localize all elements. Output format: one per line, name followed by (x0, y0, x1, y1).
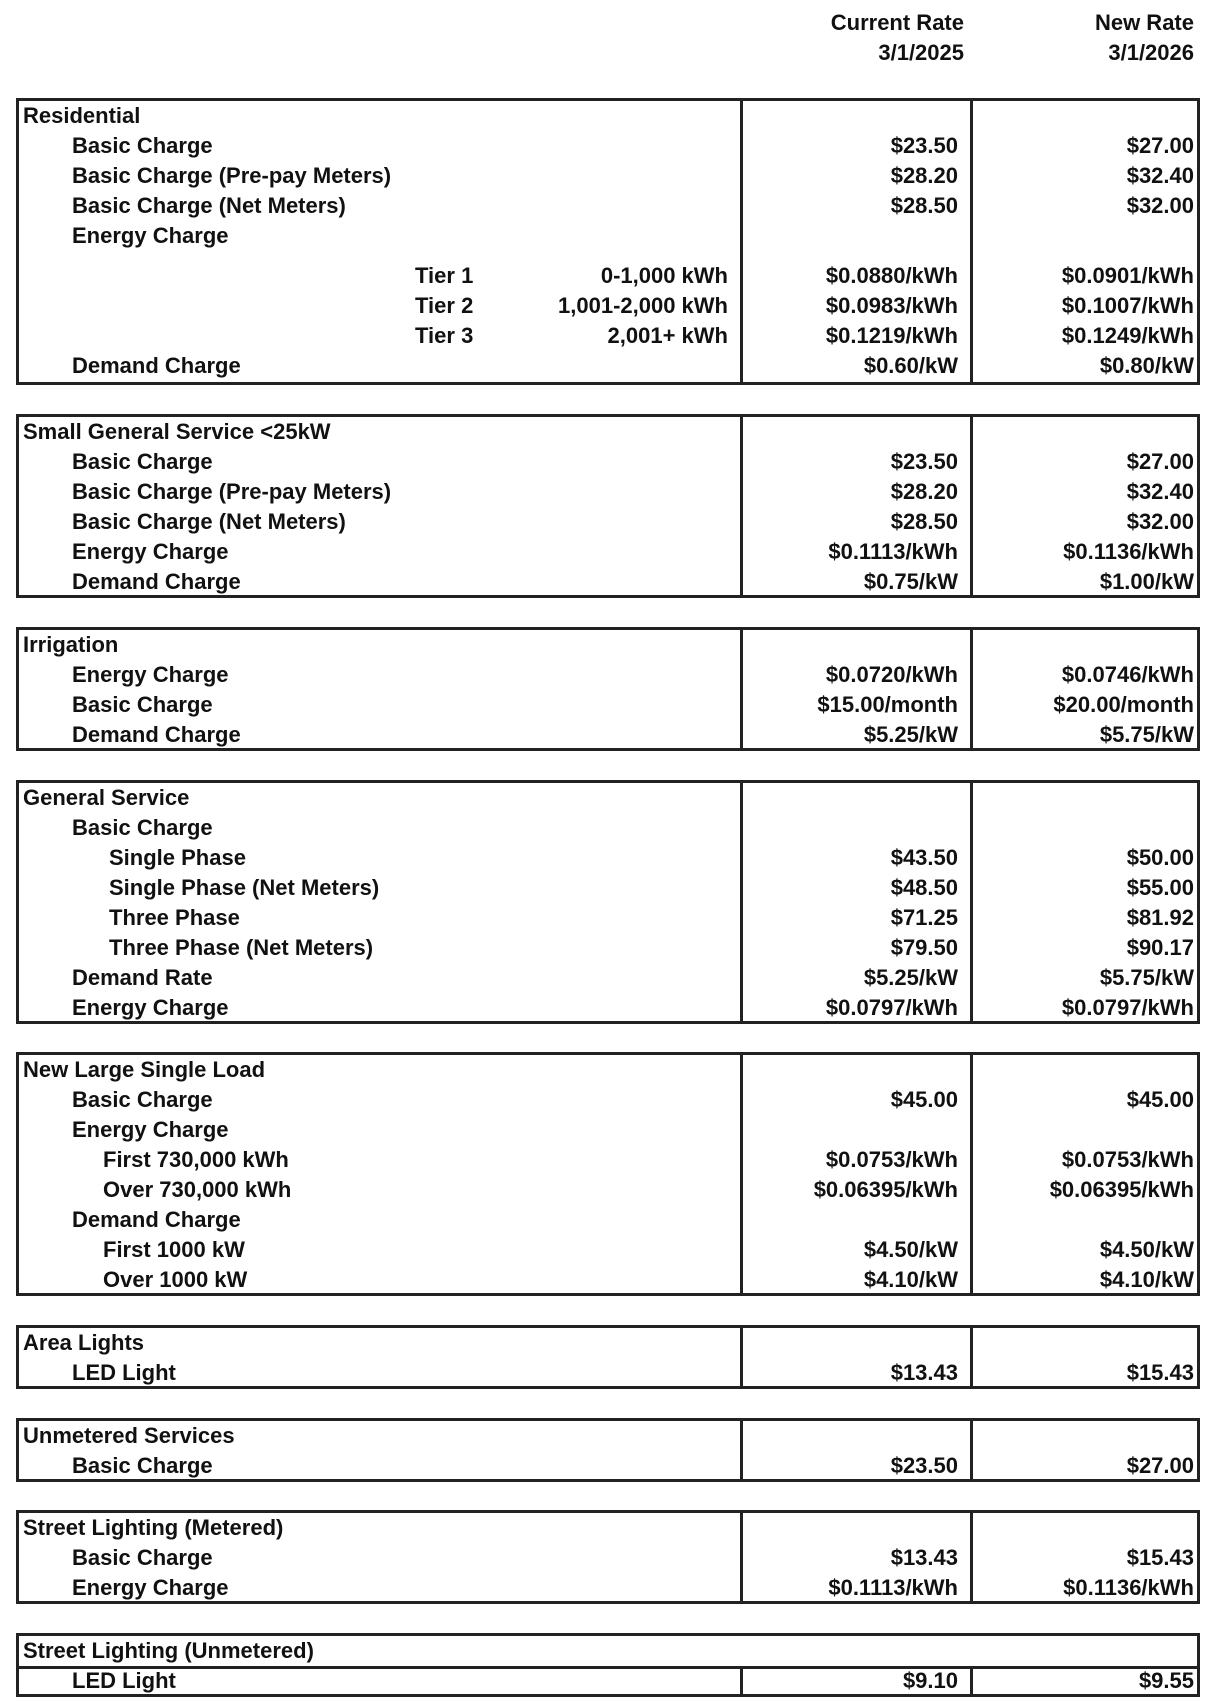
rate-label: Basic Charge (72, 449, 213, 474)
section-title-row (19, 783, 1197, 813)
new-rate-value: $15.43 (1126, 1360, 1194, 1385)
current-rate-value: $0.75/kW (863, 569, 958, 594)
current-rate-title: Current Rate (830, 10, 964, 35)
section-street-lighting-metered (16, 1510, 1200, 1604)
rate-label: Demand Charge (72, 722, 241, 747)
tier-row (19, 321, 1197, 351)
rate-label: Energy Charge (72, 995, 229, 1020)
new-rate-value: $20.00/month (1053, 692, 1194, 717)
new-rate-value: $32.40 (1126, 479, 1194, 504)
rate-label: Energy Charge (72, 1117, 229, 1142)
rate-row (19, 1573, 1197, 1603)
section-title: New Large Single Load (23, 1057, 266, 1082)
section-title-row (19, 1055, 1197, 1085)
section-title: Unmetered Services (23, 1423, 235, 1448)
current-rate-value: $0.06395/kWh (813, 1177, 958, 1202)
current-rate-header (724, 8, 964, 68)
rate-row (19, 1205, 1197, 1235)
rate-label: Basic Charge (72, 133, 213, 158)
new-rate-value: $55.00 (1126, 875, 1194, 900)
rate-row (19, 131, 1197, 161)
new-rate-value: $9.55 (1138, 1668, 1194, 1693)
rate-label: First 1000 kW (103, 1237, 245, 1262)
current-rate-value: $79.50 (890, 935, 958, 960)
new-rate-value: $0.0746/kWh (1061, 662, 1194, 687)
rate-subrow (19, 1265, 1197, 1295)
new-rate-value: $0.06395/kWh (1049, 1177, 1194, 1202)
section-title-row (19, 1421, 1197, 1451)
rate-row (19, 1085, 1197, 1115)
rate-label: Over 1000 kW (103, 1267, 248, 1292)
rate-label: Basic Charge (Pre-pay Meters) (72, 163, 392, 188)
rate-label: Basic Charge (Net Meters) (72, 193, 346, 218)
new-rate-title: New Rate (1094, 10, 1194, 35)
rate-row (19, 1666, 1197, 1696)
rate-row (19, 537, 1197, 567)
current-rate-value: $5.25/kW (863, 722, 958, 747)
current-rate-value: $23.50 (890, 1453, 958, 1478)
rate-row (19, 447, 1197, 477)
tier-row (19, 261, 1197, 291)
rate-label: Three Phase (Net Meters) (109, 935, 374, 960)
current-rate-value: $15.00/month (817, 692, 958, 717)
section-title-row (19, 417, 1197, 447)
current-rate-value: $45.00 (890, 1087, 958, 1112)
rate-label: Basic Charge (72, 1545, 213, 1570)
tier-range: 0-1,000 kWh (600, 263, 728, 288)
new-rate-header (954, 8, 1194, 68)
tier-label: Tier 2 (415, 293, 474, 318)
new-rate-value: $1.00/kW (1099, 569, 1194, 594)
tier-label: Tier 3 (415, 323, 474, 348)
section-title: Small General Service <25kW (23, 419, 331, 444)
rate-row (19, 1543, 1197, 1573)
current-rate-value: $0.0880/kWh (825, 263, 958, 288)
rate-label: Demand Charge (72, 569, 241, 594)
current-rate-value: $28.20 (890, 163, 958, 188)
rate-row (19, 963, 1197, 993)
rate-label: Energy Charge (72, 539, 229, 564)
section-unmetered-services (16, 1418, 1200, 1482)
tier-range: 1,001-2,000 kWh (558, 293, 728, 318)
rate-row (19, 1451, 1197, 1481)
rate-row (19, 191, 1197, 221)
section-title-row (19, 630, 1197, 660)
new-rate-value: $32.00 (1126, 509, 1194, 534)
tier-label: Tier 1 (415, 263, 474, 288)
rate-label: Single Phase (Net Meters) (109, 875, 380, 900)
rate-label: Single Phase (109, 845, 246, 870)
rate-label: Basic Charge (72, 1087, 213, 1112)
section-title: General Service (23, 785, 190, 810)
current-rate-value: $0.0797/kWh (825, 995, 958, 1020)
rate-label: Energy Charge (72, 1575, 229, 1600)
rate-row (19, 660, 1197, 690)
new-rate-value: $0.1136/kWh (1063, 539, 1194, 564)
rate-label: Basic Charge (72, 815, 213, 840)
rate-label: Three Phase (109, 905, 240, 930)
section-title-row (19, 1636, 1197, 1666)
section-general-service (16, 780, 1200, 1024)
new-rate-value: $0.1007/kWh (1061, 293, 1194, 318)
current-rate-date: 3/1/2025 (878, 40, 964, 65)
current-rate-value: $48.50 (890, 875, 958, 900)
section-street-lighting-unmetered (16, 1633, 1200, 1697)
current-rate-value: $0.1113/kWh (828, 539, 958, 564)
current-rate-value: $0.0753/kWh (825, 1147, 958, 1172)
current-rate-value: $0.60/kW (863, 353, 958, 378)
rate-label: Energy Charge (72, 223, 229, 248)
rate-label: Basic Charge (Net Meters) (72, 509, 346, 534)
new-rate-date: 3/1/2026 (1108, 40, 1194, 65)
current-rate-value: $43.50 (890, 845, 958, 870)
current-rate-value: $0.1219/kWh (825, 323, 958, 348)
current-rate-value: $0.0983/kWh (825, 293, 958, 318)
rate-label: Basic Charge (72, 1453, 213, 1478)
new-rate-value: $5.75/kW (1099, 965, 1194, 990)
section-residential (16, 98, 1200, 385)
new-rate-value: $0.0753/kWh (1061, 1147, 1194, 1172)
new-rate-value: $90.17 (1126, 935, 1194, 960)
current-rate-value: $28.20 (890, 479, 958, 504)
new-rate-value: $45.00 (1126, 1087, 1194, 1112)
rate-label: LED Light (72, 1668, 176, 1693)
section-irrigation (16, 627, 1200, 751)
rate-subrow (19, 1145, 1197, 1175)
rate-label: LED Light (72, 1360, 176, 1385)
rate-row (19, 477, 1197, 507)
rate-row (19, 1358, 1197, 1388)
rate-row (19, 507, 1197, 537)
current-rate-value: $0.0720/kWh (825, 662, 958, 687)
rate-label: Over 730,000 kWh (103, 1177, 292, 1202)
rate-label: Demand Charge (72, 353, 241, 378)
rate-row (19, 813, 1197, 843)
section-title-row (19, 1328, 1197, 1358)
current-rate-value: $23.50 (890, 133, 958, 158)
section-small-general-service (16, 414, 1200, 598)
rate-row (19, 221, 1197, 261)
section-title: Street Lighting (Unmetered) (23, 1638, 314, 1663)
new-rate-value: $0.80/kW (1099, 353, 1194, 378)
tier-row (19, 291, 1197, 321)
section-title: Street Lighting (Metered) (23, 1515, 284, 1540)
section-title-row (19, 1513, 1197, 1543)
current-rate-value: $23.50 (890, 449, 958, 474)
rate-subrow (19, 1175, 1197, 1205)
current-rate-value: $0.1113/kWh (828, 1575, 958, 1600)
new-rate-value: $0.0797/kWh (1061, 995, 1194, 1020)
new-rate-value: $4.10/kW (1099, 1267, 1194, 1292)
current-rate-value: $13.43 (890, 1360, 958, 1385)
current-rate-value: $9.10 (902, 1668, 958, 1693)
rate-subrow (19, 933, 1197, 963)
new-rate-value: $5.75/kW (1099, 722, 1194, 747)
new-rate-value: $32.00 (1126, 193, 1194, 218)
current-rate-value: $5.25/kW (863, 965, 958, 990)
section-title-row (19, 101, 1197, 131)
section-title: Area Lights (23, 1330, 145, 1355)
rate-label: Demand Charge (72, 1207, 241, 1232)
section-area-lights (16, 1325, 1200, 1389)
rate-subrow (19, 1235, 1197, 1265)
rate-row (19, 351, 1197, 381)
new-rate-value: $27.00 (1126, 133, 1194, 158)
section-title: Irrigation (23, 632, 119, 657)
current-rate-value: $13.43 (890, 1545, 958, 1570)
current-rate-value: $4.50/kW (863, 1237, 958, 1262)
rate-label: Basic Charge (72, 692, 213, 717)
rate-row (19, 161, 1197, 191)
rate-label: Energy Charge (72, 662, 229, 687)
section-title: Residential (23, 103, 141, 128)
new-rate-value: $27.00 (1126, 1453, 1194, 1478)
new-rate-value: $0.0901/kWh (1061, 263, 1194, 288)
tier-range: 2,001+ kWh (607, 323, 728, 348)
rate-subrow (19, 843, 1197, 873)
current-rate-value: $28.50 (890, 193, 958, 218)
new-rate-value: $4.50/kW (1099, 1237, 1194, 1262)
new-rate-value: $50.00 (1126, 845, 1194, 870)
rate-row (19, 720, 1197, 750)
new-rate-value: $32.40 (1126, 163, 1194, 188)
section-new-large-single-load (16, 1052, 1200, 1296)
new-rate-value: $0.1249/kWh (1061, 323, 1194, 348)
rate-label: First 730,000 kWh (103, 1147, 289, 1172)
rate-subrow (19, 873, 1197, 903)
new-rate-value: $15.43 (1126, 1545, 1194, 1570)
rate-row (19, 690, 1197, 720)
rate-row (19, 993, 1197, 1023)
current-rate-value: $4.10/kW (863, 1267, 958, 1292)
rate-row (19, 1115, 1197, 1145)
rate-subrow (19, 903, 1197, 933)
new-rate-value: $81.92 (1126, 905, 1194, 930)
new-rate-value: $0.1136/kWh (1063, 1575, 1194, 1600)
rate-row (19, 567, 1197, 597)
rate-label: Demand Rate (72, 965, 213, 990)
current-rate-value: $28.50 (890, 509, 958, 534)
rate-label: Basic Charge (Pre-pay Meters) (72, 479, 392, 504)
new-rate-value: $27.00 (1126, 449, 1194, 474)
current-rate-value: $71.25 (890, 905, 958, 930)
